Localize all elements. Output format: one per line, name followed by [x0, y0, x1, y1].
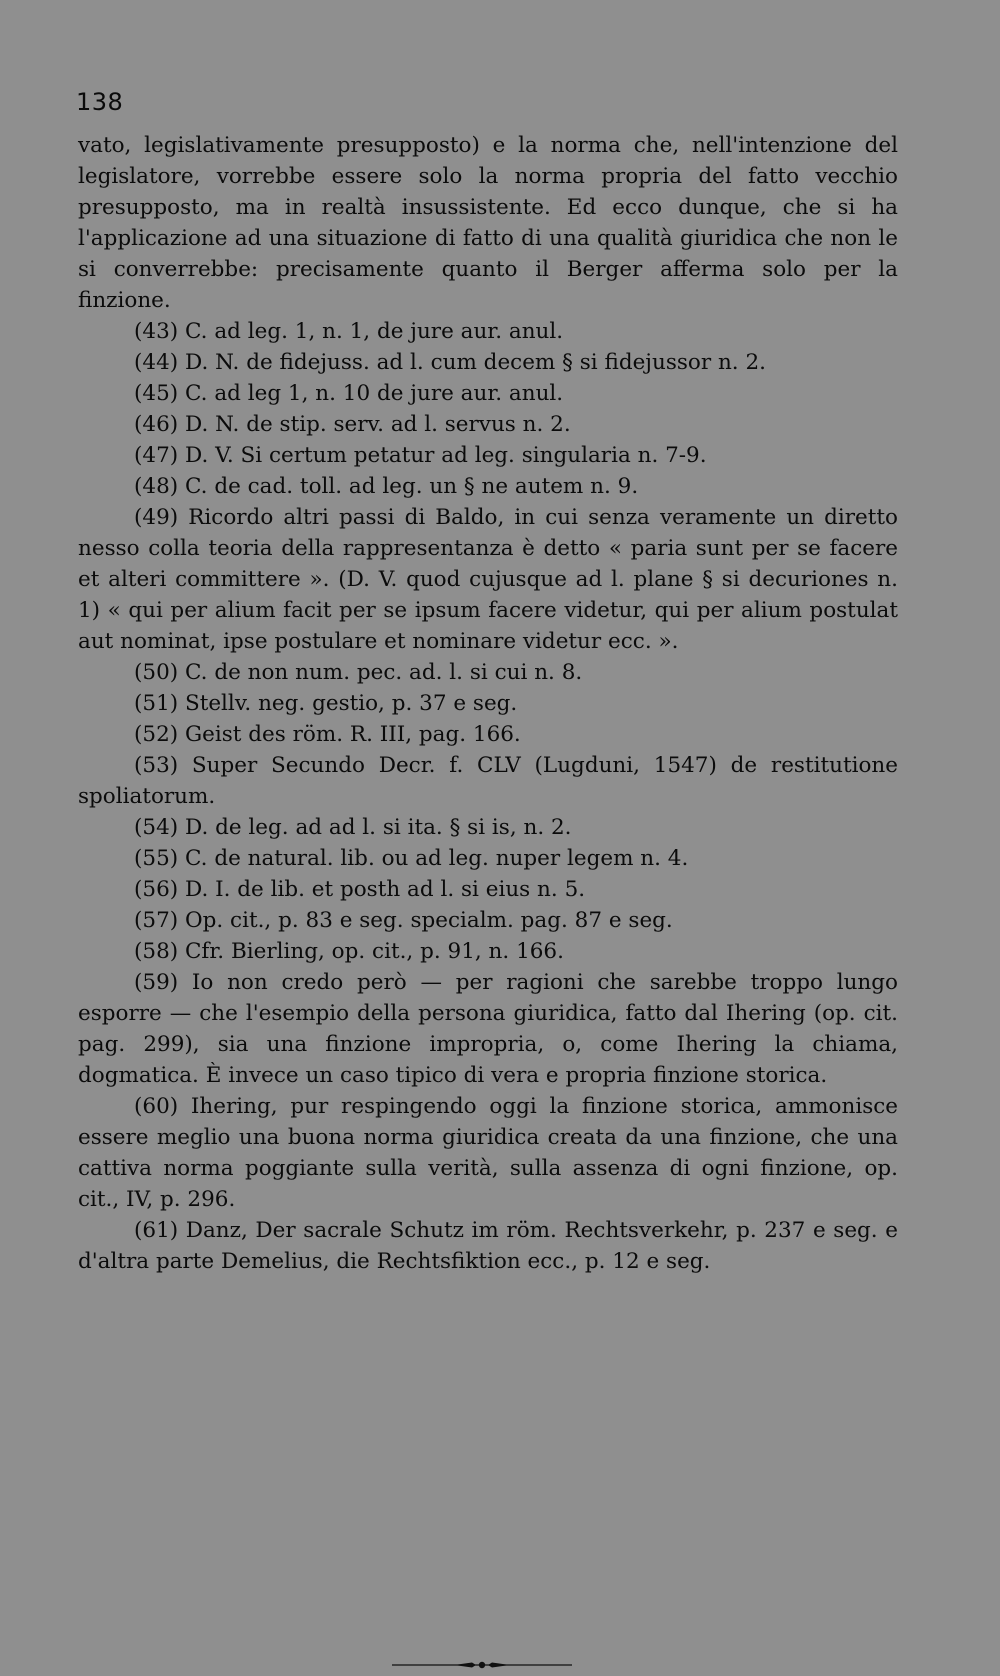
footnote-57: (57) Op. cit., p. 83 e seg. specialm. pag. 87 e seg. [134, 908, 673, 933]
footnote-60: (60) Ihering, pur respingendo oggi la finzione storica, ammonisce essere meglio una buona norma giuridica creata da una finzione, che una cattiva norma poggiante sulla verità, sulla assenza di ogni finzione, op. cit., IV, p. 296. [78, 1094, 898, 1212]
footnote-50: (50) C. de non num. pec. ad. l. si cui n. 8. [134, 660, 583, 685]
footnote-52: (52) Geist des röm. R. III, pag. 166. [134, 722, 521, 747]
footnote-61: (61) Danz, Der sacrale Schutz im röm. Rechtsverkehr, p. 237 e seg. e d'altra parte Demelius, die Rechtsfiktion ecc., p. 12 e seg. [78, 1218, 898, 1274]
footnote-44: (44) D. N. de fidejuss. ad l. cum decem § si fidejussor n. 2. [134, 350, 766, 375]
footnote-47: (47) D. V. Si certum petatur ad leg. singularia n. 7-9. [134, 443, 707, 468]
rule-ornament-icon [392, 1659, 572, 1671]
decorative-rule [392, 1659, 572, 1671]
footnote-59: (59) Io non credo però — per ragioni che sarebbe troppo lungo esporre — che l'esempio della persona giuridica, fatto dal Ihering (op. cit. pag. 299), sia una finzione impropria, o, come Ihering la chiama, dogmatica. È invece un caso tipico di vera e propria finzione storica. [78, 970, 898, 1088]
footnote-54: (54) D. de leg. ad ad l. si ita. § si is, n. 2. [134, 815, 572, 840]
footnote-45: (45) C. ad leg 1, n. 10 de jure aur. anul. [134, 381, 564, 406]
footnote-46: (46) D. N. de stip. serv. ad l. servus n. 2. [134, 412, 571, 437]
page-content [78, 130, 898, 1277]
footnote-49: (49) Ricordo altri passi di Baldo, in cui senza veramente un diretto nesso colla teoria della rappresentanza è detto « paria sunt per se facere et alteri committere ». (D. V. quod cujusque ad l. plane § si decuriones n. 1) « qui per alium facit per se ipsum facere videtur, qui per alium postulat aut nominat, ipse postulare et nominare videtur ecc. ». [78, 505, 898, 654]
footnote-56: (56) D. I. de lib. et posth ad l. si eius n. 5. [134, 877, 586, 902]
footnote-48: (48) C. de cad. toll. ad leg. un § ne autem n. 9. [134, 474, 639, 499]
footnote-43: (43) C. ad leg. 1, n. 1, de jure aur. anul. [134, 319, 564, 344]
footnote-51: (51) Stellv. neg. gestio, p. 37 e seg. [134, 691, 518, 716]
footnote-58: (58) Cfr. Bierling, op. cit., p. 91, n. 166. [134, 939, 564, 964]
page-number: 138 [76, 88, 124, 116]
footnote-53: (53) Super Secundo Decr. f. CLV (Lugduni, 1547) de restitutione spoliatorum. [78, 753, 898, 809]
footnote-55: (55) C. de natural. lib. ou ad leg. nuper legem n. 4. [134, 846, 689, 871]
opening-paragraph: vato, legislativamente presupposto) e la norma che, nell'intenzione del legislatore, vorrebbe essere solo la norma propria del fatto vecchio presupposto, ma in realtà insussistente. Ed ecco dunque, che si ha l'applicazione ad una situazione di fatto di una qualità giuridica che non le si converrebbe: precisamente quanto il Berger afferma solo per la finzione. [78, 133, 898, 313]
